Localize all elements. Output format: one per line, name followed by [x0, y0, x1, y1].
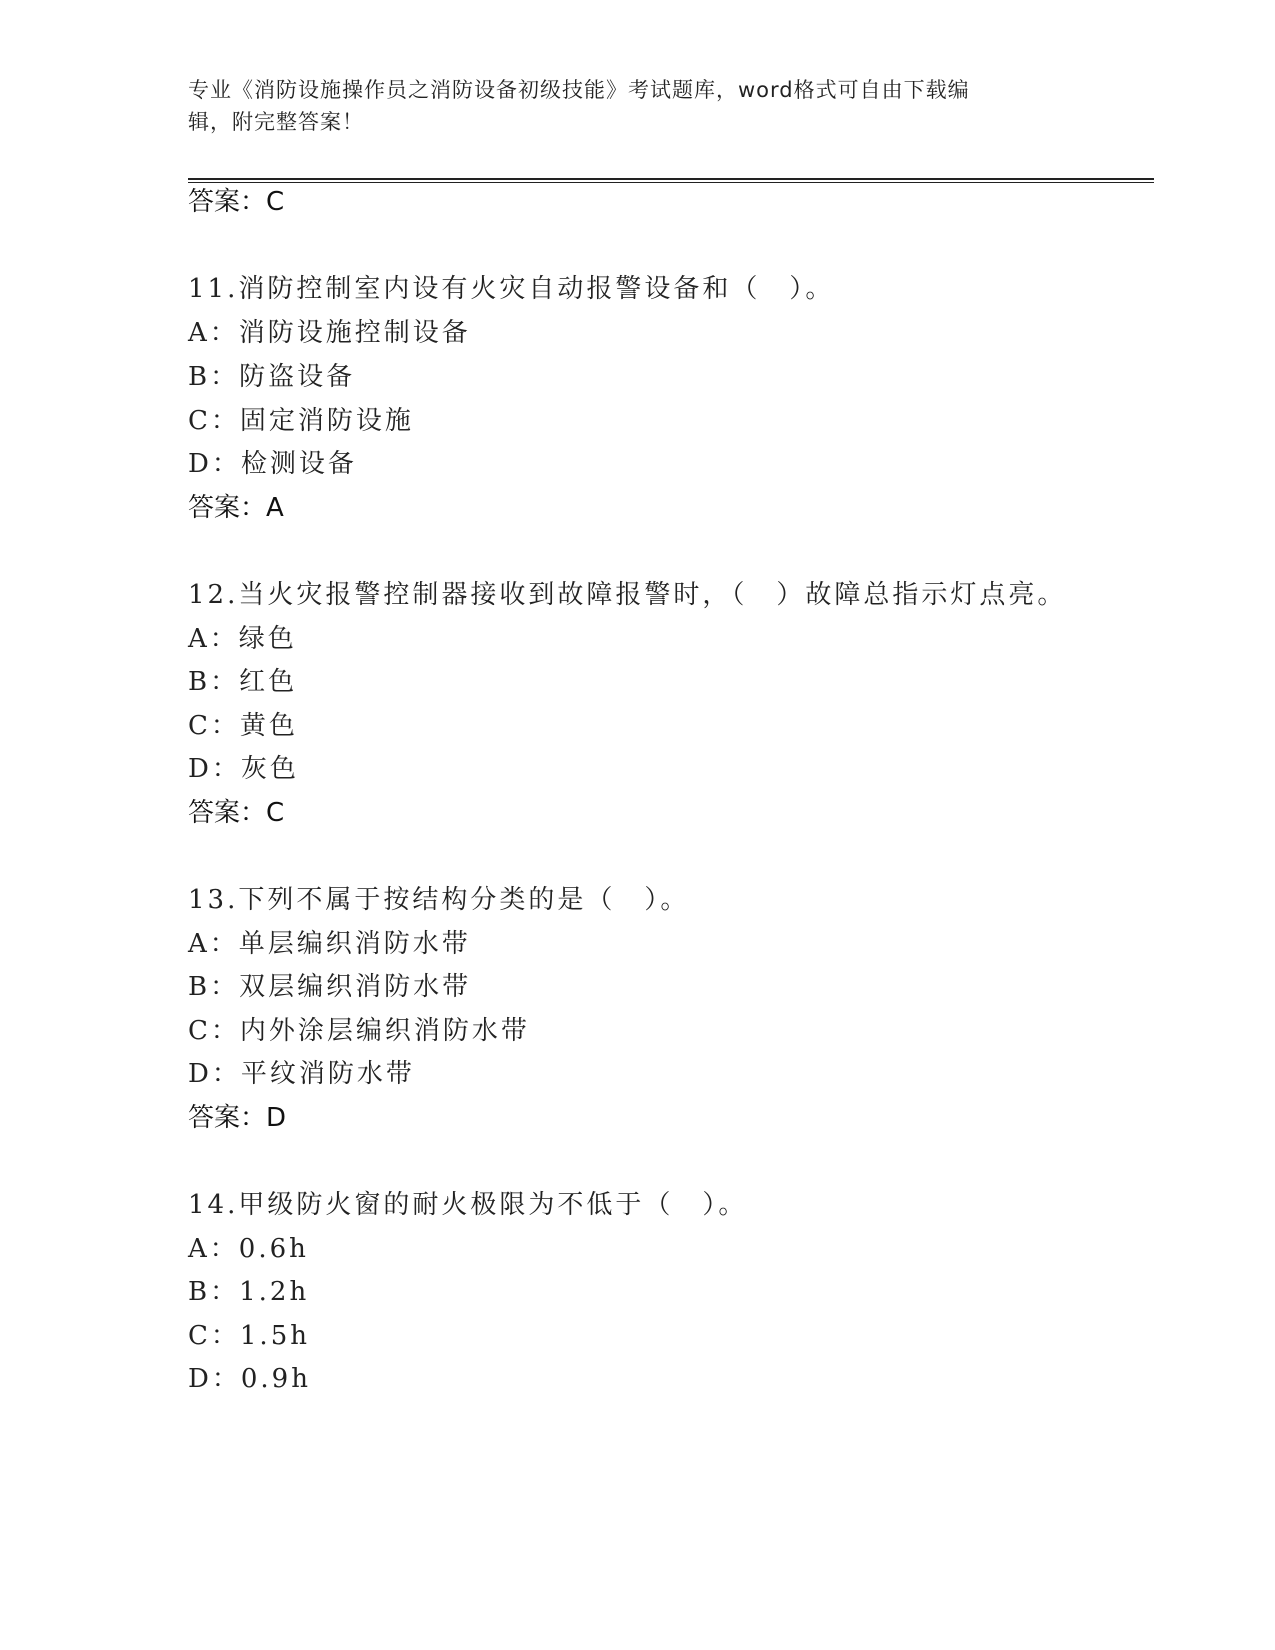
- question-11-option-a: A：消防设施控制设备: [188, 318, 471, 348]
- question-14: 14.甲级防火窗的耐火极限为不低于（ ）。: [188, 1190, 748, 1220]
- question-13: 13.下列不属于按结构分类的是（ ）。: [188, 885, 690, 915]
- question-11-option-d: D：检测设备: [188, 449, 357, 479]
- header-line-1: 专业《消防设施操作员之消防设备初级技能》考试题库，word格式可自由下载编: [188, 78, 970, 102]
- question-14-option-d: D：0.9h: [188, 1364, 311, 1394]
- question-11: 11.消防控制室内设有火灾自动报警设备和（ ）。: [188, 274, 835, 304]
- question-12-option-a: A：绿色: [188, 624, 297, 654]
- question-13-option-d: D：平纹消防水带: [188, 1059, 415, 1089]
- question-13-option-c: C：内外涂层编织消防水带: [188, 1016, 530, 1046]
- question-11-answer: 答案：A: [188, 493, 284, 523]
- question-14-option-c: C：1.5h: [188, 1321, 310, 1351]
- question-13-answer: 答案：D: [188, 1103, 287, 1133]
- question-14-option-a: A：0.6h: [188, 1234, 309, 1264]
- question-12: 12.当火灾报警控制器接收到故障报警时，（ ）故障总指示灯点亮。: [188, 580, 1067, 610]
- question-13-option-b: B：双层编织消防水带: [188, 972, 472, 1002]
- header-line-2: 辑，附完整答案！: [188, 110, 364, 134]
- previous-answer: 答案：C: [188, 187, 285, 217]
- question-12-option-b: B：红色: [188, 667, 298, 697]
- header-divider: [188, 178, 1154, 183]
- question-13-option-a: A：单层编织消防水带: [188, 929, 471, 959]
- document-header: [188, 74, 1068, 138]
- question-14-option-b: B：1.2h: [188, 1277, 310, 1307]
- question-11-option-b: B：防盗设备: [188, 362, 356, 392]
- question-12-answer: 答案：C: [188, 798, 285, 828]
- question-12-option-c: C：黄色: [188, 711, 298, 741]
- question-11-option-c: C：固定消防设施: [188, 406, 414, 436]
- question-12-option-d: D：灰色: [188, 754, 299, 784]
